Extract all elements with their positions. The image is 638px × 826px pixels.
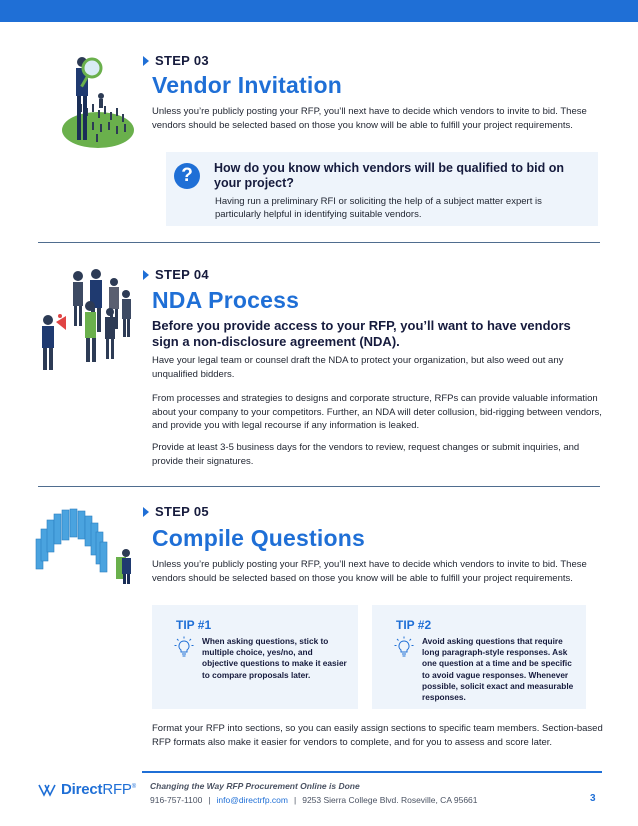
step-05-title: Compile Questions bbox=[152, 525, 365, 551]
question-icon: ? bbox=[174, 163, 200, 189]
question-archive-illustration bbox=[32, 505, 136, 585]
top-color-bar bbox=[0, 0, 638, 22]
callout-answer: Having run a preliminary RFI or soliciting the help of a subject matter expert is particularly helpful in identifying suitable vendors. bbox=[215, 196, 542, 220]
caret-right-icon bbox=[143, 270, 149, 280]
nda-team-illustration bbox=[34, 268, 134, 378]
step-04-paragraph-3: Provide at least 3-5 business days for the vendors to review, request changes or submit inquiries, and provide their signatures. bbox=[152, 442, 580, 467]
footer-separator: | bbox=[208, 795, 211, 805]
page-number: 3 bbox=[590, 793, 596, 804]
logo-wordmark bbox=[61, 781, 136, 798]
step-05-label: STEP 05 bbox=[155, 504, 209, 519]
caret-right-icon bbox=[143, 507, 149, 517]
step-04-paragraph-1: Have your legal team or counsel draft the NDA to protect your organization, but also weed out any unqualified bidders. bbox=[152, 355, 564, 380]
logo-mark-icon bbox=[38, 783, 58, 797]
step-03-label: STEP 03 bbox=[155, 53, 209, 68]
qualified-vendors-callout bbox=[166, 152, 598, 226]
step-04-heading bbox=[143, 267, 209, 282]
lightbulb-icon bbox=[394, 636, 414, 658]
step-04-subtitle: Before you provide access to your RFP, you’ll want to have vendors sign a non-disclosure agreement (NDA). bbox=[152, 318, 571, 349]
tip-2-card bbox=[372, 605, 586, 709]
lightbulb-icon bbox=[174, 636, 194, 658]
caret-right-icon bbox=[143, 56, 149, 66]
step-03-title: Vendor Invitation bbox=[152, 72, 342, 98]
section-divider bbox=[38, 242, 600, 243]
logo-bold: Direct bbox=[61, 781, 103, 798]
footer-address: 9253 Sierra College Blvd. Roseville, CA 95661 bbox=[302, 795, 478, 805]
step-05-heading bbox=[143, 504, 209, 519]
step-03-heading bbox=[143, 53, 209, 68]
callout-question: How do you know which vendors will be qualified to bid on your project? bbox=[214, 161, 565, 190]
logo-light: RFP bbox=[102, 781, 132, 798]
tip-2-label: TIP #2 bbox=[396, 618, 432, 632]
tip-1-card bbox=[152, 605, 358, 709]
logo-trademark: ® bbox=[131, 784, 136, 790]
footer-phone: 916-757-1100 bbox=[150, 795, 203, 805]
step-05-body: Unless you’re publicly posting your RFP, you’ll next have to decide which vendors to invite to bid. These vendors should be selected based on those you know will be able to fulfill your project requirements. bbox=[152, 559, 587, 584]
step-04-label: STEP 04 bbox=[155, 267, 209, 282]
step-05-closing: Format your RFP into sections, so you can easily assign sections to specific team members. Section-based RFP formats also make it easier for vendors to complete, and for you to assess and score later. bbox=[152, 723, 603, 748]
tip-2-text: Avoid asking questions that require long paragraph-style responses. Ask one question at a time and be specific to avoid vague responses. Whenever possible, solicit exact and measurable responses. bbox=[422, 636, 574, 703]
vendor-search-illustration bbox=[36, 52, 136, 152]
directrfp-logo bbox=[38, 781, 136, 798]
footer-separator: | bbox=[294, 795, 297, 805]
footer-contact bbox=[150, 795, 478, 805]
step-03-body: Unless you’re publicly posting your RFP, you’ll next have to decide which vendors to invite to bid. These vendors should be selected based on those you know will be able to fulfill your project requirements. bbox=[152, 106, 587, 131]
step-04-paragraph-2: From processes and strategies to designs and corporate structure, RFPs can provide valuable information about your company to your competitors. Further, an NDA will deter collusion, bid-rigging between vendors, and provide you with legal recourse if any information is leaked. bbox=[152, 393, 602, 431]
footer-email-link[interactable]: info@directrfp.com bbox=[216, 795, 288, 805]
tip-1-text: When asking questions, stick to multiple choice, yes/no, and objective questions to make it easier to compare proposals later. bbox=[202, 636, 347, 680]
section-divider bbox=[38, 486, 600, 487]
step-04-title: NDA Process bbox=[152, 287, 300, 313]
footer-rule bbox=[142, 771, 602, 773]
tip-1-label: TIP #1 bbox=[176, 618, 212, 632]
footer-tagline: Changing the Way RFP Procurement Online is Done bbox=[150, 781, 360, 791]
